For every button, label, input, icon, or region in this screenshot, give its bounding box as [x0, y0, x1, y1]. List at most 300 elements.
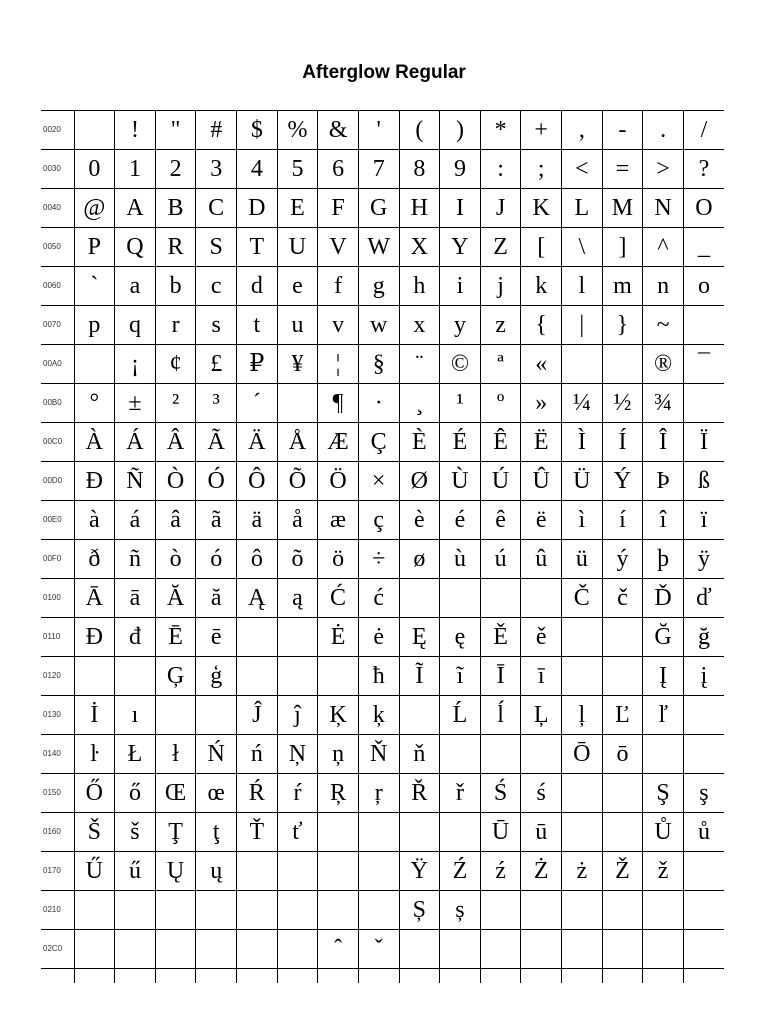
glyph-cell: Ē [155, 618, 196, 657]
glyph-row [41, 540, 724, 579]
glyph-cell: Č [562, 579, 603, 618]
glyph-cell [440, 930, 481, 969]
glyph-cell [521, 969, 562, 984]
glyph-cell: ů [683, 813, 724, 852]
glyph-cell: ĺ [480, 696, 521, 735]
glyph-cell: Œ [155, 774, 196, 813]
glyph-cell: Ż [521, 852, 562, 891]
glyph-cell: Ź [440, 852, 481, 891]
glyph-cell: ş [683, 774, 724, 813]
glyph-cell: z [480, 306, 521, 345]
glyph-cell [562, 345, 603, 384]
glyph-row [41, 228, 724, 267]
glyph-cell: ¾ [643, 384, 684, 423]
glyph-row [41, 852, 724, 891]
glyph-cell: º [480, 384, 521, 423]
glyph-cell: Ā [74, 579, 115, 618]
glyph-cell [480, 735, 521, 774]
glyph-cell: J [480, 189, 521, 228]
glyph-cell: ì [562, 501, 603, 540]
glyph-cell [399, 813, 440, 852]
glyph-cell [562, 930, 603, 969]
glyph-cell: ! [115, 111, 156, 150]
glyph-row [41, 267, 724, 306]
glyph-cell [358, 813, 399, 852]
glyph-cell: 3 [196, 150, 237, 189]
glyph-cell: Ļ [521, 696, 562, 735]
glyph-cell: ^ [643, 228, 684, 267]
glyph-cell: È [399, 423, 440, 462]
glyph-cell: ' [358, 111, 399, 150]
glyph-cell: į [683, 657, 724, 696]
glyph-row [41, 150, 724, 189]
glyph-cell [155, 696, 196, 735]
glyph-cell: Ò [155, 462, 196, 501]
glyph-cell: ø [399, 540, 440, 579]
glyph-cell: ŗ [358, 774, 399, 813]
glyph-cell [399, 696, 440, 735]
glyph-cell: ý [602, 540, 643, 579]
glyph-cell: é [440, 501, 481, 540]
glyph-cell: Æ [318, 423, 359, 462]
glyph-cell: \ [562, 228, 603, 267]
glyph-row [41, 111, 724, 150]
glyph-cell: Ÿ [399, 852, 440, 891]
glyph-cell: & [318, 111, 359, 150]
row-code-label: 0040 [41, 189, 74, 228]
glyph-cell: ï [683, 501, 724, 540]
glyph-cell: h [399, 267, 440, 306]
glyph-cell: Ć [318, 579, 359, 618]
glyph-cell: đ [115, 618, 156, 657]
glyph-row [41, 657, 724, 696]
glyph-cell: Ó [196, 462, 237, 501]
glyph-cell [643, 969, 684, 984]
glyph-cell [115, 891, 156, 930]
glyph-cell [562, 774, 603, 813]
glyph-cell: x [399, 306, 440, 345]
glyph-cell: B [155, 189, 196, 228]
glyph-cell [521, 930, 562, 969]
glyph-cell: ș [440, 891, 481, 930]
row-code-label: 0030 [41, 150, 74, 189]
glyph-cell: < [562, 150, 603, 189]
glyph-cell: w [358, 306, 399, 345]
glyph-cell [683, 735, 724, 774]
glyph-cell: ß [683, 462, 724, 501]
glyph-cell [74, 111, 115, 150]
glyph-cell [277, 384, 318, 423]
row-code-label: 00A0 [41, 345, 74, 384]
glyph-row [41, 306, 724, 345]
glyph-cell: Ì [562, 423, 603, 462]
glyph-cell: û [521, 540, 562, 579]
glyph-cell [602, 930, 643, 969]
glyph-cell: ä [237, 501, 278, 540]
glyph-cell [683, 969, 724, 984]
glyph-cell [277, 969, 318, 984]
glyph-cell: Û [521, 462, 562, 501]
glyph-cell: É [440, 423, 481, 462]
glyph-cell: + [521, 111, 562, 150]
row-code-label: 0140 [41, 735, 74, 774]
glyph-cell: T [237, 228, 278, 267]
glyph-row [41, 345, 724, 384]
glyph-row [41, 891, 724, 930]
glyph-cell: ð [74, 540, 115, 579]
glyph-cell: ž [643, 852, 684, 891]
glyph-cell: Õ [277, 462, 318, 501]
glyph-cell: - [602, 111, 643, 150]
glyph-cell [74, 969, 115, 984]
glyph-cell: i [440, 267, 481, 306]
row-code-label: 00B0 [41, 384, 74, 423]
glyph-cell: Į [643, 657, 684, 696]
glyph-cell: N [643, 189, 684, 228]
glyph-cell [237, 852, 278, 891]
glyph-row [41, 501, 724, 540]
glyph-cell: § [358, 345, 399, 384]
row-code-label: 0060 [41, 267, 74, 306]
glyph-cell [683, 384, 724, 423]
glyph-chart [41, 110, 724, 983]
glyph-cell: ³ [196, 384, 237, 423]
row-code-label: 0150 [41, 774, 74, 813]
glyph-cell [237, 969, 278, 984]
glyph-cell [115, 930, 156, 969]
glyph-cell: @ [74, 189, 115, 228]
glyph-cell: ~ [643, 306, 684, 345]
glyph-cell: Ű [74, 852, 115, 891]
glyph-cell: Š [74, 813, 115, 852]
glyph-cell: . [643, 111, 684, 150]
row-code-label [41, 969, 74, 984]
glyph-cell: 7 [358, 150, 399, 189]
glyph-cell: k [521, 267, 562, 306]
glyph-cell: Đ [74, 618, 115, 657]
row-code-label: 0130 [41, 696, 74, 735]
glyph-cell: ř [440, 774, 481, 813]
glyph-cell [521, 735, 562, 774]
glyph-cell: q [115, 306, 156, 345]
glyph-cell: R [155, 228, 196, 267]
glyph-cell: Ã [196, 423, 237, 462]
glyph-cell: | [562, 306, 603, 345]
glyph-cell: Ï [683, 423, 724, 462]
glyph-cell: Ð [74, 462, 115, 501]
glyph-cell: ¥ [277, 345, 318, 384]
glyph-cell [399, 969, 440, 984]
glyph-cell: ť [277, 813, 318, 852]
glyph-cell [562, 891, 603, 930]
glyph-cell: Ľ [602, 696, 643, 735]
glyph-cell: ö [318, 540, 359, 579]
glyph-cell: r [155, 306, 196, 345]
glyph-cell: Ų [155, 852, 196, 891]
glyph-cell: ħ [358, 657, 399, 696]
glyph-row [41, 618, 724, 657]
glyph-cell [277, 930, 318, 969]
glyph-cell [643, 735, 684, 774]
row-code-label: 00F0 [41, 540, 74, 579]
glyph-cell [115, 657, 156, 696]
glyph-cell: Ä [237, 423, 278, 462]
glyph-cell: £ [196, 345, 237, 384]
glyph-cell: Ą [237, 579, 278, 618]
glyph-cell: 4 [237, 150, 278, 189]
glyph-cell: Ö [318, 462, 359, 501]
glyph-cell: ŀ [74, 735, 115, 774]
glyph-cell: Ń [196, 735, 237, 774]
glyph-cell: ā [115, 579, 156, 618]
glyph-cell: ù [440, 540, 481, 579]
glyph-cell: ¶ [318, 384, 359, 423]
glyph-cell [318, 969, 359, 984]
glyph-cell [602, 345, 643, 384]
glyph-cell [562, 618, 603, 657]
glyph-cell: ĵ [277, 696, 318, 735]
glyph-cell: Í [602, 423, 643, 462]
glyph-cell: ´ [237, 384, 278, 423]
glyph-cell [155, 930, 196, 969]
glyph-cell: ° [74, 384, 115, 423]
glyph-cell: ł [155, 735, 196, 774]
glyph-cell: u [277, 306, 318, 345]
glyph-cell: M [602, 189, 643, 228]
glyph-cell: p [74, 306, 115, 345]
glyph-cell: Ø [399, 462, 440, 501]
glyph-cell: # [196, 111, 237, 150]
glyph-cell: W [358, 228, 399, 267]
glyph-cell: m [602, 267, 643, 306]
glyph-cell: c [196, 267, 237, 306]
glyph-cell: ğ [683, 618, 724, 657]
glyph-cell: ˇ [358, 930, 399, 969]
glyph-cell: ņ [318, 735, 359, 774]
glyph-cell [318, 657, 359, 696]
glyph-cell: á [115, 501, 156, 540]
glyph-cell: ê [480, 501, 521, 540]
glyph-cell: ë [521, 501, 562, 540]
glyph-cell: ē [196, 618, 237, 657]
glyph-cell: æ [318, 501, 359, 540]
glyph-cell: ę [440, 618, 481, 657]
glyph-cell: ú [480, 540, 521, 579]
glyph-cell: õ [277, 540, 318, 579]
glyph-cell: ó [196, 540, 237, 579]
glyph-cell: ū [521, 813, 562, 852]
row-code-label: 0120 [41, 657, 74, 696]
glyph-cell [277, 891, 318, 930]
glyph-cell: Ĺ [440, 696, 481, 735]
glyph-cell: « [521, 345, 562, 384]
glyph-cell: ã [196, 501, 237, 540]
glyph-cell: Ô [237, 462, 278, 501]
glyph-cell [196, 696, 237, 735]
glyph-cell: Ç [358, 423, 399, 462]
glyph-cell: ķ [358, 696, 399, 735]
glyph-cell: { [521, 306, 562, 345]
glyph-cell: ĩ [440, 657, 481, 696]
glyph-cell: a [115, 267, 156, 306]
glyph-cell: Â [155, 423, 196, 462]
glyph-cell: ą [277, 579, 318, 618]
glyph-cell [521, 579, 562, 618]
glyph-cell [683, 891, 724, 930]
glyph-row [41, 189, 724, 228]
glyph-cell [480, 930, 521, 969]
glyph-cell: Ł [115, 735, 156, 774]
glyph-row [41, 462, 724, 501]
glyph-cell: v [318, 306, 359, 345]
glyph-cell: Ĩ [399, 657, 440, 696]
glyph-cell: ˆ [318, 930, 359, 969]
glyph-cell [562, 657, 603, 696]
row-code-label: 0170 [41, 852, 74, 891]
glyph-cell: Ý [602, 462, 643, 501]
glyph-cell: s [196, 306, 237, 345]
glyph-cell: ¸ [399, 384, 440, 423]
glyph-cell: Ū [480, 813, 521, 852]
glyph-cell: > [643, 150, 684, 189]
glyph-cell: ų [196, 852, 237, 891]
glyph-cell: Ë [521, 423, 562, 462]
glyph-cell [440, 813, 481, 852]
glyph-cell: ÷ [358, 540, 399, 579]
glyph-cell [237, 930, 278, 969]
glyph-cell: g [358, 267, 399, 306]
glyph-cell: ď [683, 579, 724, 618]
glyph-cell [74, 657, 115, 696]
glyph-cell: Ş [643, 774, 684, 813]
glyph-cell: d [237, 267, 278, 306]
glyph-cell: Ō [562, 735, 603, 774]
glyph-cell: S [196, 228, 237, 267]
glyph-cell: ® [643, 345, 684, 384]
glyph-cell: ļ [562, 696, 603, 735]
glyph-cell: ű [115, 852, 156, 891]
glyph-cell [399, 579, 440, 618]
glyph-cell: ò [155, 540, 196, 579]
glyph-cell [562, 969, 603, 984]
glyph-cell [358, 969, 399, 984]
glyph-cell [196, 891, 237, 930]
glyph-cell: Ŗ [318, 774, 359, 813]
glyph-cell: V [318, 228, 359, 267]
glyph-cell: ć [358, 579, 399, 618]
glyph-cell [440, 579, 481, 618]
glyph-row [41, 735, 724, 774]
glyph-cell: X [399, 228, 440, 267]
glyph-cell: _ [683, 228, 724, 267]
glyph-cell: F [318, 189, 359, 228]
glyph-cell: ŕ [277, 774, 318, 813]
glyph-cell: ] [602, 228, 643, 267]
glyph-cell: ō [602, 735, 643, 774]
glyph-cell: : [480, 150, 521, 189]
glyph-cell: ½ [602, 384, 643, 423]
glyph-cell: b [155, 267, 196, 306]
glyph-cell: Q [115, 228, 156, 267]
glyph-cell [643, 930, 684, 969]
glyph-cell: $ [237, 111, 278, 150]
glyph-row [41, 774, 724, 813]
glyph-cell [358, 852, 399, 891]
glyph-cell: , [562, 111, 603, 150]
glyph-cell: Ť [237, 813, 278, 852]
glyph-cell [318, 813, 359, 852]
glyph-cell [562, 813, 603, 852]
glyph-cell: å [277, 501, 318, 540]
glyph-cell: ľ [643, 696, 684, 735]
glyph-cell: Ů [643, 813, 684, 852]
glyph-cell: [ [521, 228, 562, 267]
glyph-cell [602, 813, 643, 852]
glyph-cell: ¦ [318, 345, 359, 384]
glyph-cell: ī [521, 657, 562, 696]
glyph-cell: ç [358, 501, 399, 540]
glyph-cell: Ň [358, 735, 399, 774]
glyph-cell: ª [480, 345, 521, 384]
glyph-cell: š [115, 813, 156, 852]
glyph-cell [196, 930, 237, 969]
glyph-cell: č [602, 579, 643, 618]
glyph-cell [115, 969, 156, 984]
glyph-cell: ô [237, 540, 278, 579]
glyph-cell: ě [521, 618, 562, 657]
glyph-cell [683, 930, 724, 969]
glyph-cell: ģ [196, 657, 237, 696]
glyph-cell: À [74, 423, 115, 462]
glyph-cell [602, 657, 643, 696]
glyph-row [41, 423, 724, 462]
glyph-cell [602, 969, 643, 984]
glyph-cell [480, 579, 521, 618]
glyph-cell: % [277, 111, 318, 150]
glyph-row [41, 384, 724, 423]
glyph-row [41, 930, 724, 969]
glyph-cell: ñ [115, 540, 156, 579]
glyph-cell: ± [115, 384, 156, 423]
glyph-cell [74, 930, 115, 969]
glyph-cell: × [358, 462, 399, 501]
glyph-cell: " [155, 111, 196, 150]
glyph-cell: · [358, 384, 399, 423]
glyph-cell: œ [196, 774, 237, 813]
glyph-cell: ă [196, 579, 237, 618]
glyph-cell: Þ [643, 462, 684, 501]
glyph-cell [602, 618, 643, 657]
glyph-cell [318, 852, 359, 891]
glyph-cell: 1 [115, 150, 156, 189]
glyph-cell [277, 618, 318, 657]
glyph-cell: ė [358, 618, 399, 657]
glyph-cell [237, 657, 278, 696]
glyph-cell: ¨ [399, 345, 440, 384]
glyph-cell: ² [155, 384, 196, 423]
glyph-cell: 0 [74, 150, 115, 189]
glyph-cell [196, 969, 237, 984]
glyph-cell [318, 891, 359, 930]
glyph-cell: ż [562, 852, 603, 891]
glyph-cell: C [196, 189, 237, 228]
glyph-cell: 9 [440, 150, 481, 189]
glyph-cell: Ę [399, 618, 440, 657]
glyph-cell: o [683, 267, 724, 306]
glyph-cell: Ņ [277, 735, 318, 774]
row-code-label: 00E0 [41, 501, 74, 540]
glyph-cell [643, 891, 684, 930]
